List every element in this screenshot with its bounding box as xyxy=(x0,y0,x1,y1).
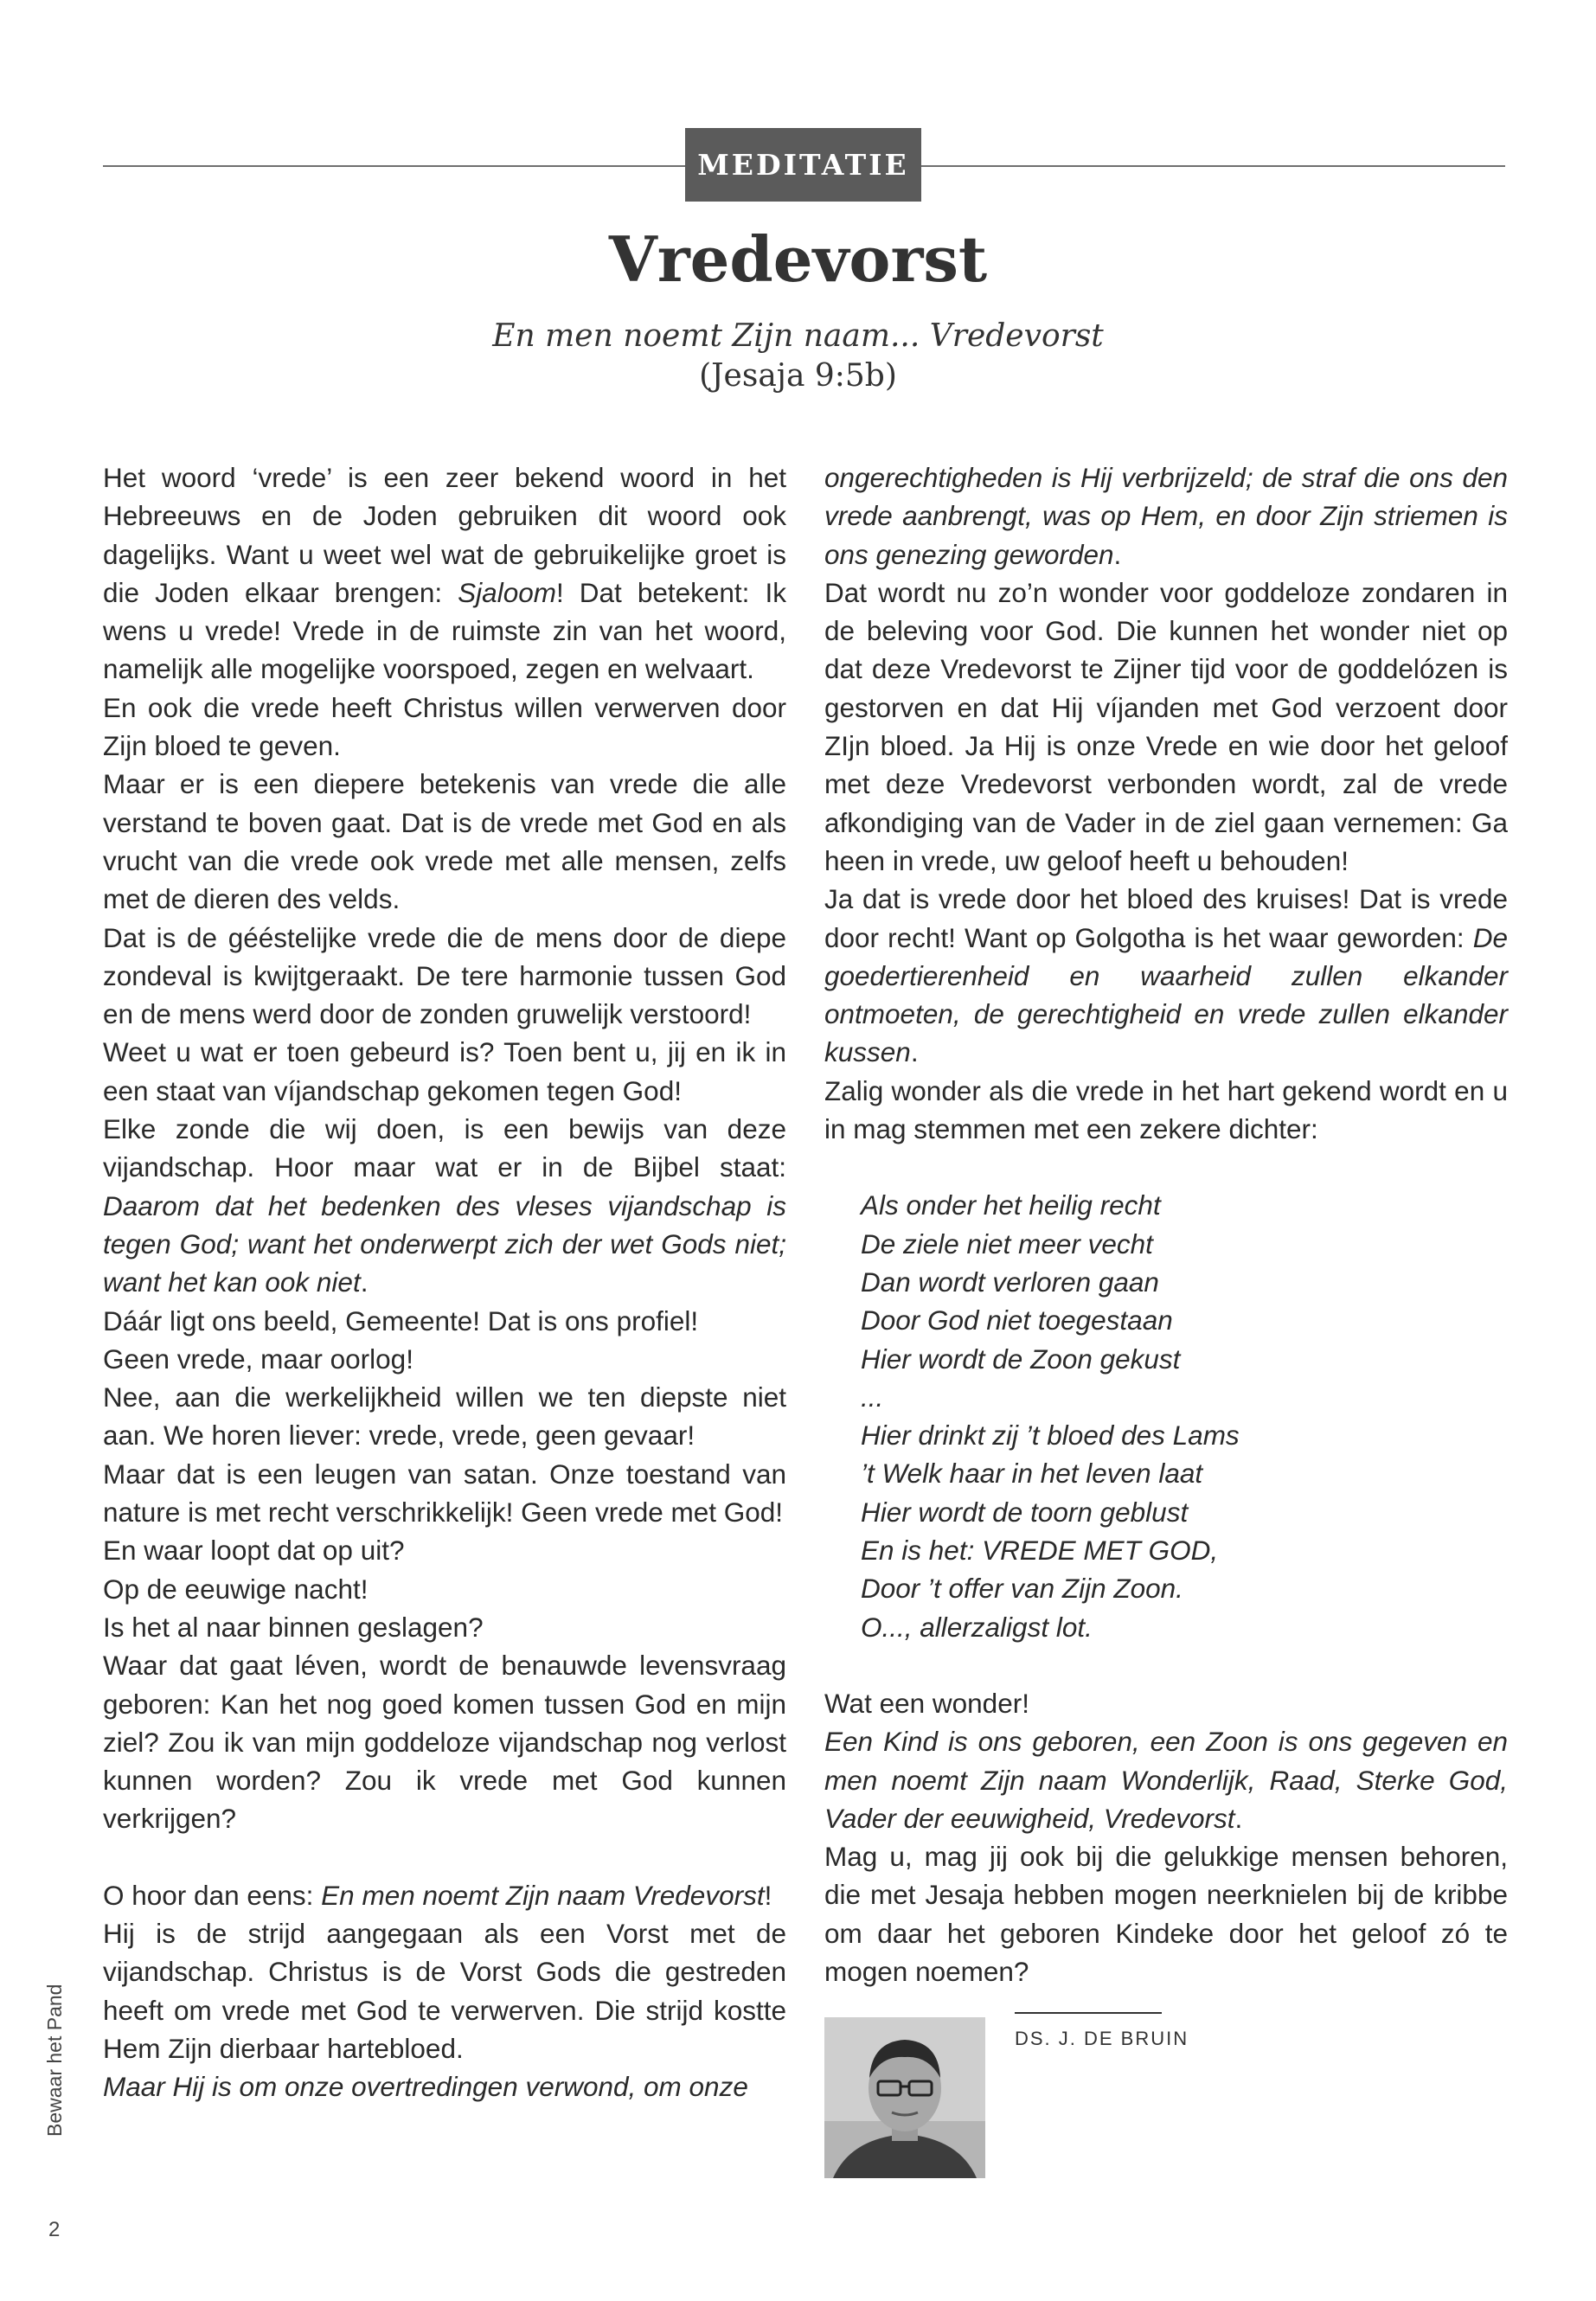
poem-line: ... xyxy=(861,1381,884,1413)
poem-line: En is het: VREDE MET GOD, xyxy=(861,1535,1219,1567)
paragraph-text: Zalig wonder als die vrede in het hart gekend wordt en u in mag stemmen met een zekere dichter: xyxy=(824,1074,1508,1145)
scripture-quote: De goedertierenheid en waarheid zullen elkander ontmoeten, de gerechtigheid en vrede zullen elkander kussen xyxy=(824,921,1508,1068)
paragraph-text: Mag u, mag jij ook bij die gelukkige mensen behoren, die met Jesaja hebben mogen neerknielen bij de kribbe om daar het geboren Kindeke door het geloof zó te mogen noemen? xyxy=(824,1841,1508,1987)
paragraph-text: Dat is de gééstelijke vrede die de mens door de diepe zondeval is kwijtgeraakt. De tere harmonie tussen God en de mens werd door de zonden gruwelijk verstoord! xyxy=(103,921,786,1030)
header-rule-right xyxy=(921,165,1505,167)
paragraph xyxy=(103,1876,786,1914)
poem-line: Door God niet toegestaan xyxy=(861,1304,1173,1336)
paragraph-text: Maar er is een diepere betekenis van vrede die alle verstand te boven gaat. Dat is de vrede met God en als vrucht van die vrede ook vrede met alle mensen, zelfs met de dieren des velds. xyxy=(103,768,786,915)
paragraph-text: Geen vrede, maar oorlog! xyxy=(103,1343,413,1375)
section-label: MEDITATIE xyxy=(685,128,921,202)
poem-line: Hier wordt de Zoon gekust xyxy=(861,1343,1181,1375)
paragraph-text: O hoor dan eens: xyxy=(103,1879,322,1911)
page-title: Vredevorst xyxy=(608,222,988,296)
paragraph xyxy=(824,880,1508,1071)
poem-line: Hier drinkt zij ’t bloed des Lams xyxy=(861,1420,1240,1452)
header-rule-left xyxy=(103,165,685,167)
paragraph xyxy=(103,1608,786,1646)
paragraph xyxy=(103,1914,786,2067)
poem-line: Door ’t offer van Zijn Zoon. xyxy=(861,1573,1183,1605)
paragraph xyxy=(103,1646,786,1837)
paragraph xyxy=(103,1302,786,1340)
paragraph xyxy=(103,1531,786,1569)
paragraph xyxy=(103,689,786,766)
paragraph xyxy=(103,1570,786,1608)
paragraph-text: Hij is de strijd aangegaan als een Vorst met de vijandschap. Christus is de Vorst Gods die gestreden heeft om vrede met God te verwerven. Die strijd kostte Hem Zijn dierbaar hartebloed. xyxy=(103,1917,786,2064)
paragraph xyxy=(103,1110,786,1301)
poem-line: O..., allerzaligst lot. xyxy=(861,1611,1093,1643)
paragraph-text: . xyxy=(910,1036,919,1068)
subtitle xyxy=(0,317,1596,396)
paragraph xyxy=(824,1072,1508,1149)
paragraph-text: Ja dat is vrede door het bloed des kruises! Dat is vrede door recht! Want op Golgotha is het waar geworden: xyxy=(824,883,1508,953)
paragraph xyxy=(103,765,786,918)
paragraph-text: Dáár ligt ons beeld, Gemeente! Dat is ons profiel! xyxy=(103,1304,699,1336)
paragraph-text: Weet u wat er toen gebeurd is? Toen bent u, jij en ik in een staat van víjandschap gekomen tegen God! xyxy=(103,1036,786,1106)
paragraph xyxy=(824,1684,1508,1722)
subtitle-reference: (Jesaja 9:5b) xyxy=(699,358,897,394)
scripture-quote: ongerechtigheden is Hij verbrijzeld; de straf die ons den vrede aanbrengt, was op Hem, en door Zijn striemen is ons genezing geworden xyxy=(824,462,1508,570)
paragraph xyxy=(103,919,786,1034)
paragraph xyxy=(103,1340,786,1378)
signature-rule xyxy=(1015,2012,1162,2014)
right-column-closing xyxy=(824,1684,1508,1990)
paragraph xyxy=(824,574,1508,880)
poem-line: Hier wordt de toorn geblust xyxy=(861,1496,1189,1528)
paragraph-text: Op de eeuwige nacht! xyxy=(103,1573,369,1605)
paragraph xyxy=(824,1722,1508,1837)
paragraph xyxy=(824,458,1508,574)
poem-line: De ziele niet meer vecht xyxy=(861,1227,1153,1259)
scripture-quote: Een Kind is ons geboren, een Zoon is ons gegeven en men noemt Zijn naam Wonderlijk, Raad, Sterke God, Vader der eeuwigheid, Vredevorst xyxy=(824,1726,1508,1834)
paragraph xyxy=(103,1455,786,1532)
paragraph xyxy=(103,1378,786,1455)
paragraph-text: Is het al naar binnen geslagen? xyxy=(103,1611,484,1643)
paragraph-text: ! xyxy=(764,1879,772,1911)
scripture-quote: Sjaloom xyxy=(458,576,556,608)
author-name: DS. J. DE BRUIN xyxy=(1015,2028,1189,2049)
author-photo-image xyxy=(824,2017,985,2178)
paragraph xyxy=(103,2067,786,2106)
paragraph-text: Wat een wonder! xyxy=(824,1687,1029,1719)
paragraph-text: Elke zonde die wij doen, is een bewijs van deze vijandschap. Hoor maar wat er in de Bijbel staat: xyxy=(103,1113,786,1183)
paragraph-text: Waar dat gaat léven, wordt de benauwde levensvraag geboren: Kan het nog goed komen tussen God en mijn ziel? Zou ik van mijn goddeloze vijandschap nog verlost kunnen worden? Zou ik vrede met God kunnen verkrijgen? xyxy=(103,1650,786,1835)
left-column xyxy=(103,458,786,2106)
publication-name: Bewaar het Pand xyxy=(43,1984,66,2137)
poem-line: Als onder het heilig recht xyxy=(861,1189,1161,1221)
paragraph-text: Nee, aan die werkelijkheid willen we ten diepste niet aan. We horen liever: vrede, vrede, geen gevaar! xyxy=(103,1381,786,1452)
paragraph xyxy=(824,1837,1508,1990)
scripture-quote: Maar Hij is om onze overtredingen verwond, om onze xyxy=(103,2071,748,2103)
paragraph-text: Dat wordt nu zo’n wonder voor goddeloze zondaren in de beleving voor God. Die kunnen het wonder niet op dat deze Vredevorst te Zijner tijd voor de goddelózen is gestorven en dat Hij víjanden met God verzoent door ZIjn bloed. Ja Hij is onze Vrede en wie door het geloof met deze Vredevorst verbonden wordt, zal de vrede afkondiging van de Vader in de ziel gaan vernemen: Ga heen in vrede, uw geloof heeft u behouden! xyxy=(824,576,1508,876)
scripture-quote: En men noemt Zijn naam Vredevorst xyxy=(321,1879,765,1911)
page-number: 2 xyxy=(48,2218,61,2241)
paragraph-text: En waar loopt dat op uit? xyxy=(103,1535,405,1567)
paragraph-text: . xyxy=(1234,1802,1243,1834)
paragraph-text: Maar dat is een leugen van satan. Onze toestand van nature is met recht verschrikkelijk! Geen vrede met God! xyxy=(103,1458,786,1529)
author-photo xyxy=(824,2017,985,2178)
right-column xyxy=(824,458,1508,1990)
paragraph-text: . xyxy=(360,1266,369,1298)
paragraph xyxy=(103,458,786,689)
scripture-quote: Daarom dat het bedenken des vleses vijandschap is tegen God; want het onderwerpt zich der wet Gods niet; want het kan ook niet xyxy=(103,1189,786,1298)
poem-line: ’t Welk haar in het leven laat xyxy=(861,1458,1203,1490)
poem-line: Dan wordt verloren gaan xyxy=(861,1266,1159,1298)
paragraph-text: ! Dat betekent: Ik wens u vrede! Vrede in de ruimste zin van het woord, namelijk alle mogelijke voorspoed, zegen en welvaart. xyxy=(103,576,786,685)
paragraph xyxy=(103,1033,786,1110)
subtitle-quote: En men noemt Zijn naam... Vredevorst xyxy=(492,318,1104,354)
paragraph-text: . xyxy=(1113,538,1122,570)
poem xyxy=(861,1186,1508,1646)
right-column-intro xyxy=(824,458,1508,1148)
paragraph-text: Het woord ‘vrede’ is een zeer bekend woord in het Hebreeuws en de Joden gebruiken dit woord ook dagelijks. Want u weet wel wat de gebruikelijke groet is die Joden elkaar brengen: xyxy=(103,462,786,608)
paragraph-text: En ook die vrede heeft Christus willen verwerven door Zijn bloed te geven. xyxy=(103,691,786,762)
